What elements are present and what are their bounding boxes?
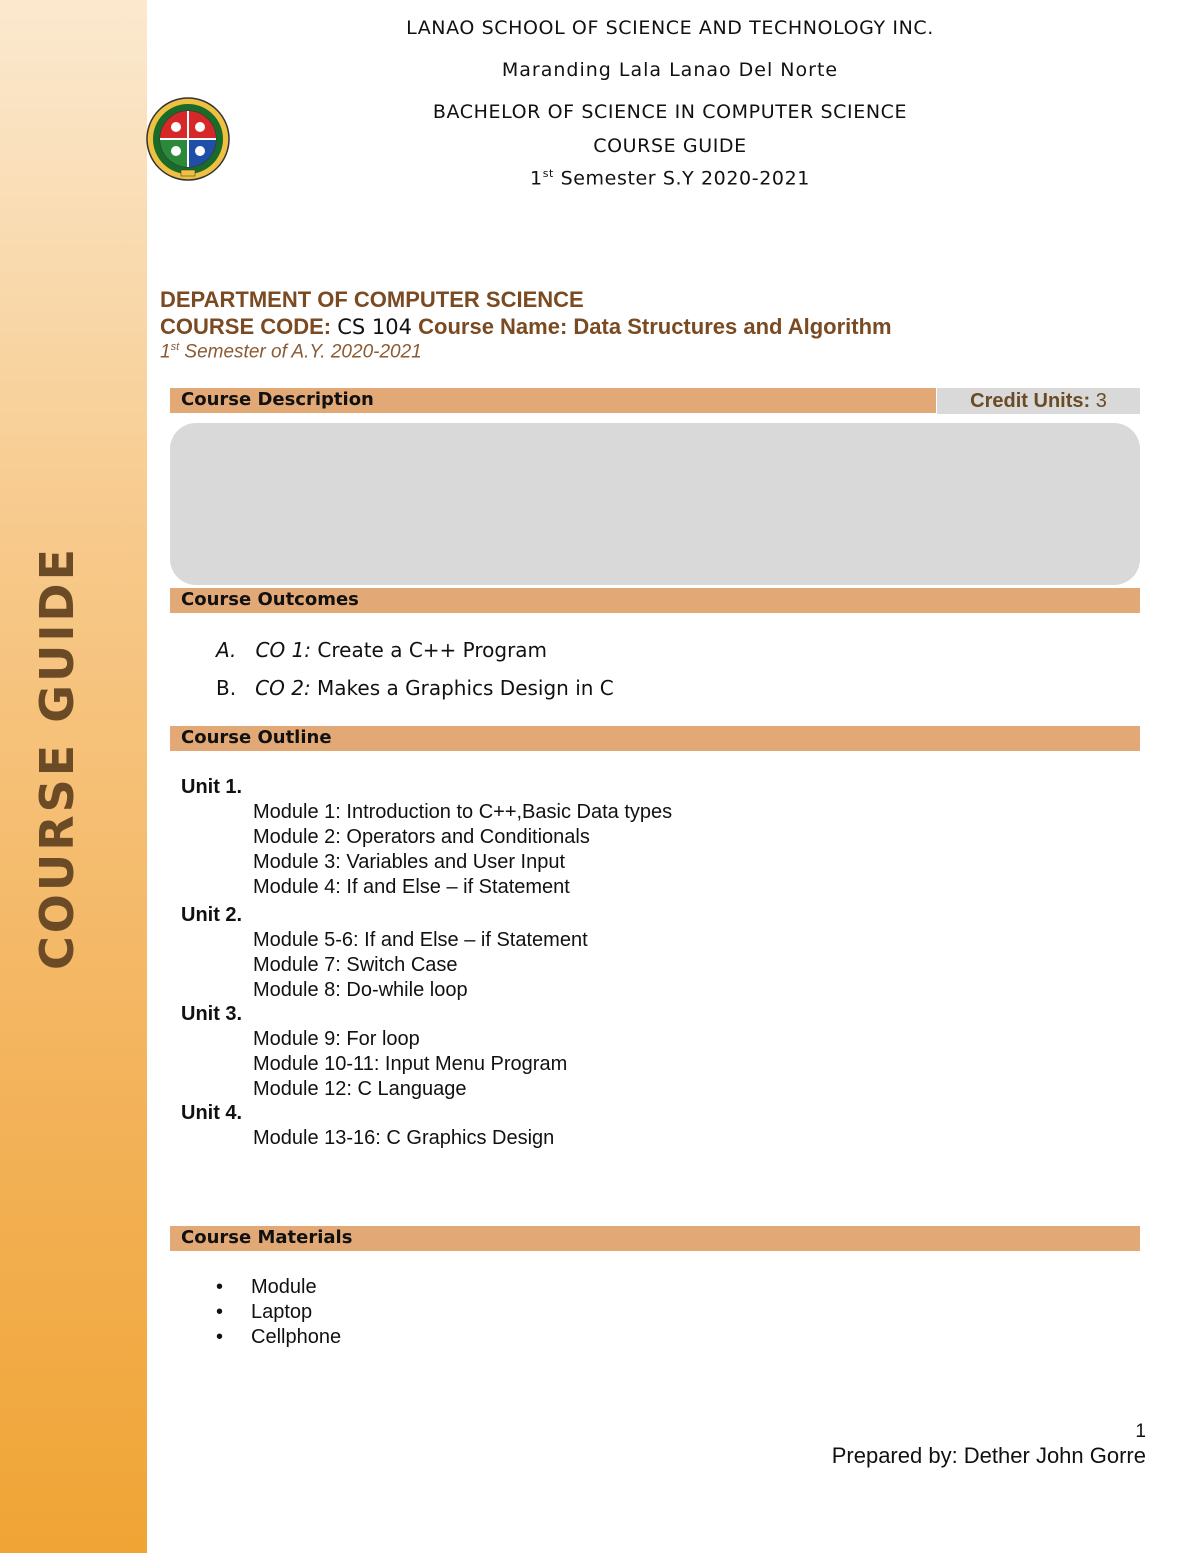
module-item: Module 2: Operators and Conditionals (253, 826, 590, 848)
material-item: • Module (216, 1276, 317, 1298)
unit-heading: Unit 4. (181, 1102, 243, 1124)
module-item: Module 12: C Language (253, 1078, 467, 1100)
sidebar-title: COURSE GUIDE (30, 545, 84, 970)
module-item: Module 1: Introduction to C++,Basic Data types (253, 801, 673, 823)
page-number: 1 (1135, 1421, 1146, 1442)
course-outline-header: Course Outline (170, 726, 1140, 751)
semester-line: 1st Semester S.Y 2020-2021 (530, 167, 810, 190)
course-materials-header: Course Materials (170, 1226, 1140, 1251)
module-item: Module 13-16: C Graphics Design (253, 1127, 555, 1149)
school-address: Maranding Lala Lanao Del Norte (501, 59, 839, 81)
document-title: COURSE GUIDE (593, 135, 747, 157)
program-name: BACHELOR OF SCIENCE IN COMPUTER SCIENCE (432, 101, 908, 123)
module-item: Module 8: Do-while loop (253, 979, 468, 1001)
unit-heading: Unit 3. (181, 1003, 243, 1025)
course-code-line: COURSE CODE: CS 104 Course Name: Data Structures and Algorithm (160, 314, 892, 339)
module-item: Module 5-6: If and Else – if Statement (253, 929, 588, 951)
module-item: Module 4: If and Else – if Statement (253, 876, 570, 898)
prepared-by: Prepared by: Dether John Gorre (831, 1443, 1146, 1468)
academic-year-line: 1st Semester of A.Y. 2020-2021 (160, 341, 422, 363)
course-description-header: Course Description (170, 388, 936, 413)
module-item: Module 9: For loop (253, 1028, 420, 1050)
department-title: DEPARTMENT OF COMPUTER SCIENCE (160, 287, 584, 312)
course-outcomes-header: Course Outcomes (170, 588, 1140, 613)
sidebar-banner (0, 0, 147, 1553)
outcome-item: B. CO 2: Makes a Graphics Design in C (216, 676, 614, 700)
outcome-item: A. CO 1: Create a C++ Program (216, 638, 548, 662)
credit-units-box: Credit Units: 3 (937, 388, 1140, 414)
school-name: LANAO SCHOOL OF SCIENCE AND TECHNOLOGY INC. (406, 17, 934, 39)
unit-heading: Unit 2. (181, 904, 243, 926)
unit-heading: Unit 1. (181, 776, 243, 798)
module-item: Module 10-11: Input Menu Program (253, 1053, 568, 1075)
material-item: • Laptop (216, 1301, 313, 1323)
module-item: Module 7: Switch Case (253, 954, 458, 976)
module-item: Module 3: Variables and User Input (253, 851, 566, 873)
course-description-box (170, 423, 1140, 585)
material-item: • Cellphone (216, 1326, 342, 1348)
